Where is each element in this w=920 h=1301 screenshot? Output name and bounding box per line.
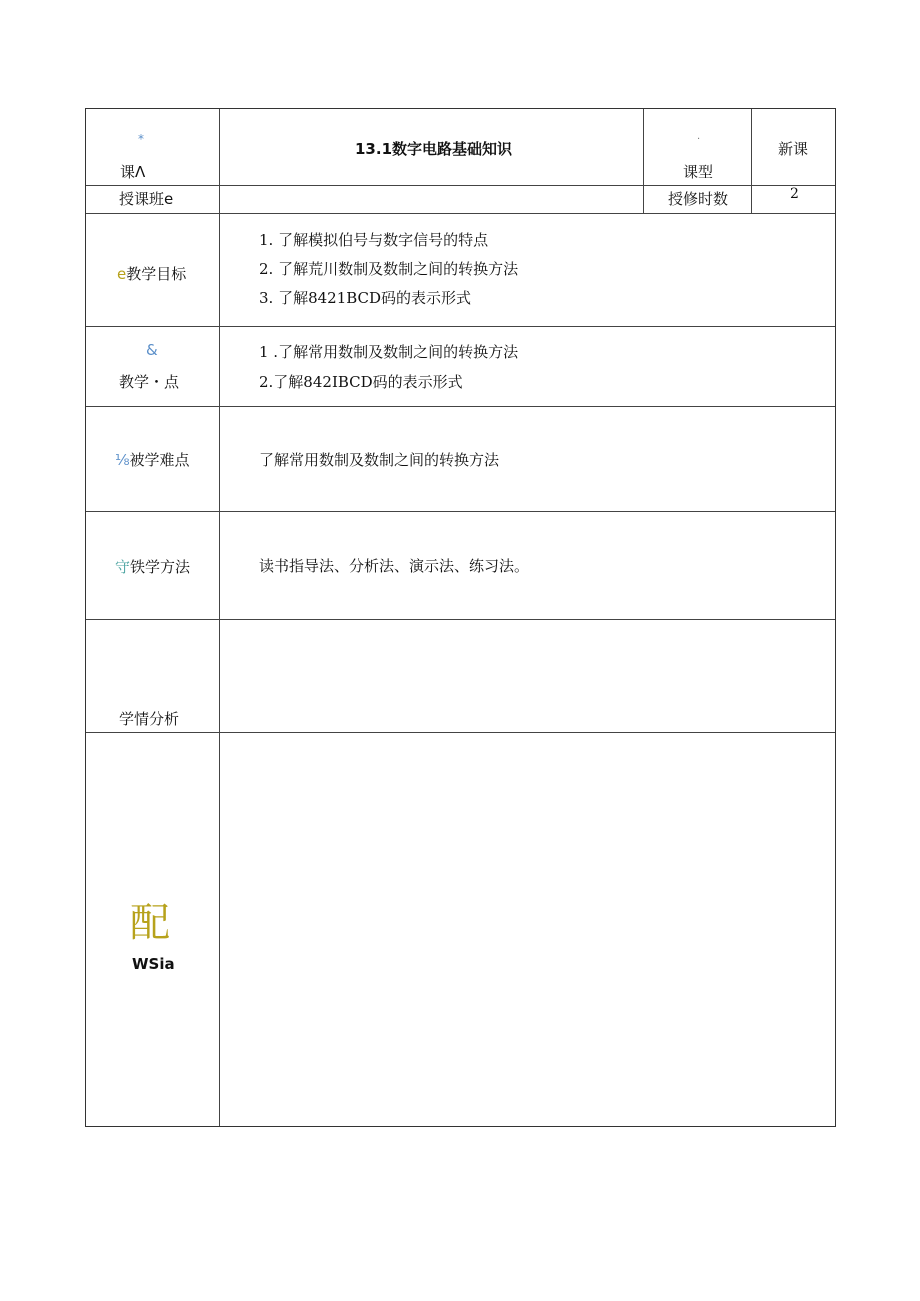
analysis-label: 学情分析	[119, 710, 180, 728]
methods-text: 读书指导法、分析法、演示法、练习法。	[259, 557, 530, 575]
row-divider	[86, 213, 835, 214]
lesson-plan-table	[85, 108, 836, 1127]
column-divider	[751, 109, 752, 213]
row-divider	[86, 619, 835, 620]
methods-label-prefix: 守	[115, 558, 131, 576]
type-mark: ·	[697, 134, 701, 145]
methods-label	[115, 560, 190, 575]
key-point-item-2: 2.了解842IBCD码的表示形式	[259, 373, 463, 391]
goal-item-2: 2. 了解荒川数制及数制之间的转换方法	[259, 260, 519, 278]
methods-label-text: 铁学方法	[130, 558, 191, 576]
key-points-label: 教学・点	[119, 373, 180, 391]
prep-label: WSia	[132, 955, 175, 973]
row-divider	[86, 326, 835, 327]
column-divider	[219, 109, 220, 1126]
goals-label	[117, 267, 186, 282]
row-divider	[86, 185, 835, 186]
key-point-item-1: 1 .了解常用数制及数制之间的转换方法	[259, 343, 519, 361]
hours-label: 授修时数	[668, 190, 729, 208]
class-label: 授课班e	[119, 190, 174, 208]
difficulties-label	[115, 453, 190, 468]
difficulties-label-prefix: ⅛	[115, 451, 130, 469]
row-divider	[86, 406, 835, 407]
lesson-label: 课Λ	[120, 163, 146, 181]
key-points-mark: &	[146, 341, 158, 359]
lesson-title: 13.1数字电路基础知识	[355, 140, 513, 158]
type-value: 新课	[778, 140, 809, 158]
lesson-mark: *	[138, 132, 144, 146]
goals-label-text: 教学目标	[126, 265, 187, 283]
difficulties-label-text: 被学难点	[129, 451, 190, 469]
type-label: 课型	[683, 163, 714, 181]
row-divider	[86, 732, 835, 733]
difficulties-text: 了解常用数制及数制之间的转换方法	[259, 451, 500, 469]
prep-glyph: 配	[130, 900, 170, 946]
goals-label-prefix: e	[117, 265, 127, 283]
goal-item-1: 1. 了解模拟伯号与数字信号的特点	[259, 231, 489, 249]
column-divider	[643, 109, 644, 213]
goal-item-3: 3. 了解8421BCD码的表示形式	[259, 289, 472, 307]
hours-value: 2	[790, 186, 799, 202]
row-divider	[86, 511, 835, 512]
